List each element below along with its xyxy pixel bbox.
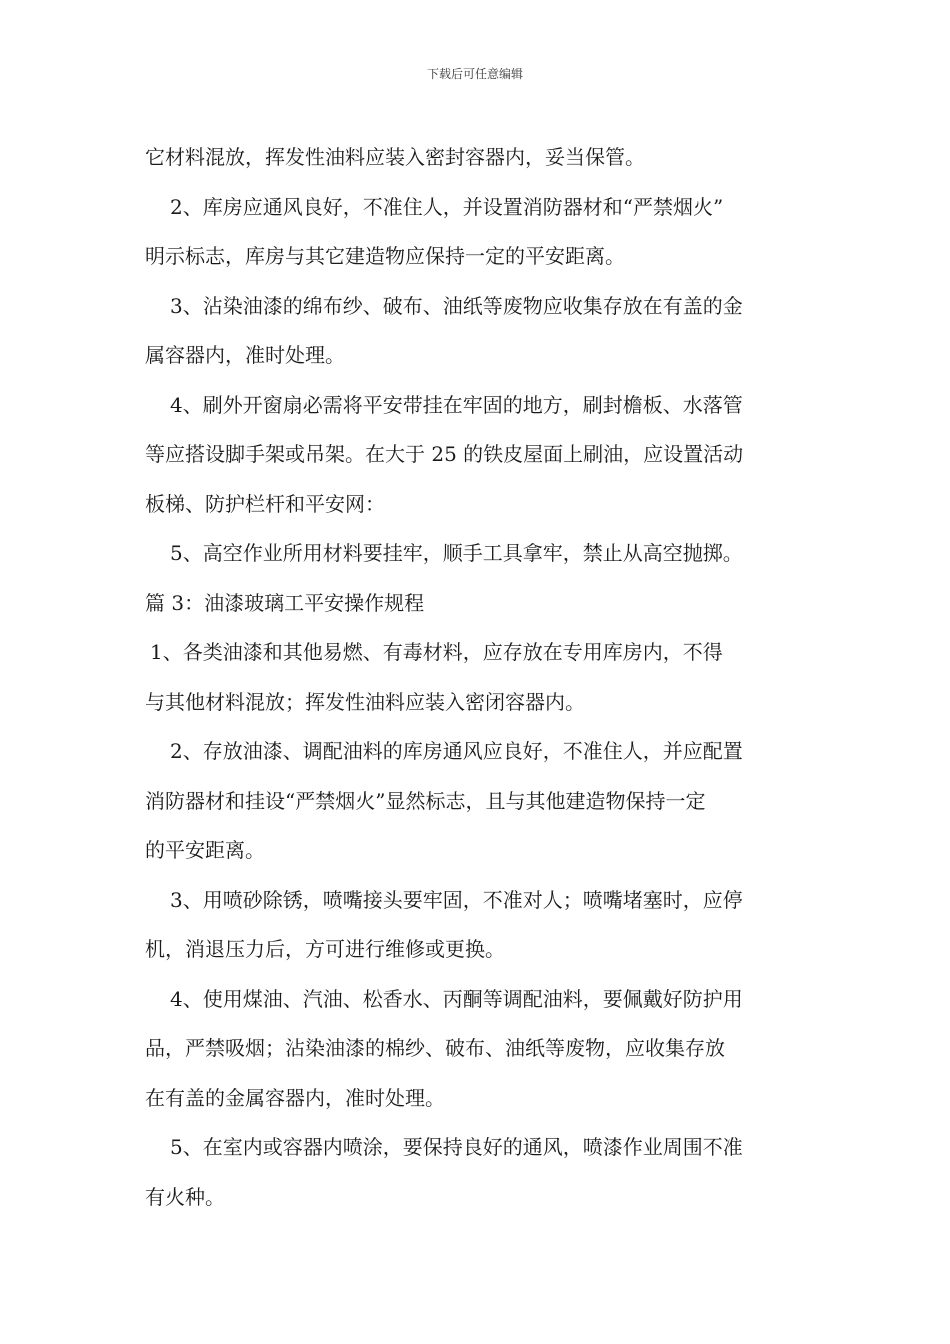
page-header: 下载后可任意编辑 xyxy=(426,67,523,81)
text-line: 1、各类油漆和其他易燃、有毒材料，应存放在专用库房内，不得 xyxy=(150,640,723,664)
text-line: 有火种。 xyxy=(145,1184,225,1209)
text-line: 板梯、防护栏杆和平安网： xyxy=(145,491,385,516)
document-body xyxy=(145,133,813,1222)
section-heading: 篇 3：油漆玻璃工平安操作规程 xyxy=(145,590,425,615)
text-line: 2、库房应通风良好，不准住人，并设置消防器材和“严禁烟火” xyxy=(170,194,724,219)
text-line: 4、使用煤油、汽油、松香水、丙酮等调配油料，要佩戴好防护用 xyxy=(170,986,743,1011)
text-line: 品，严禁吸烟；沾染油漆的棉纱、破布、油纸等废物，应收集存放 xyxy=(145,1036,725,1060)
text-line: 3、沾染油漆的绵布纱、破布、油纸等废物应收集存放在有盖的金 xyxy=(170,293,743,318)
text-line: 在有盖的金属容器内，准时处理。 xyxy=(145,1085,445,1110)
text-line: 与其他材料混放；挥发性油料应装入密闭容器内。 xyxy=(145,689,585,714)
text-line: 明示标志，库房与其它建造物应保持一定的平安距离。 xyxy=(145,244,625,268)
text-line: 2、存放油漆、调配油料的库房通风应良好，不准住人，并应配置 xyxy=(170,739,743,763)
text-line: 等应搭设脚手架或吊架。在大于 25 的铁皮屋面上刷油，应设置活动 xyxy=(145,442,744,466)
text-line: 机，消退压力后，方可进行维修或更换。 xyxy=(145,937,505,961)
text-line: 5、高空作业所用材料要挂牢，顺手工具拿牢，禁止从高空抛掷。 xyxy=(170,541,743,565)
text-line: 的平安距离。 xyxy=(145,838,265,862)
text-line: 4、刷外开窗扇必需将平安带挂在牢固的地方，刷封檐板、水落管 xyxy=(170,392,743,417)
text-line: 消防器材和挂设“严禁烟火”显然标志，且与其他建造物保持一定 xyxy=(145,788,706,813)
text-line: 3、用喷砂除锈，喷嘴接头要牢固，不准对人；喷嘴堵塞时，应停 xyxy=(170,887,743,912)
text-line: 它材料混放，挥发性油料应装入密封容器内，妥当保管。 xyxy=(145,145,645,169)
text-line: 属容器内，准时处理。 xyxy=(145,343,345,367)
text-line: 5、在室内或容器内喷涂，要保持良好的通风，喷漆作业周围不准 xyxy=(170,1135,743,1159)
